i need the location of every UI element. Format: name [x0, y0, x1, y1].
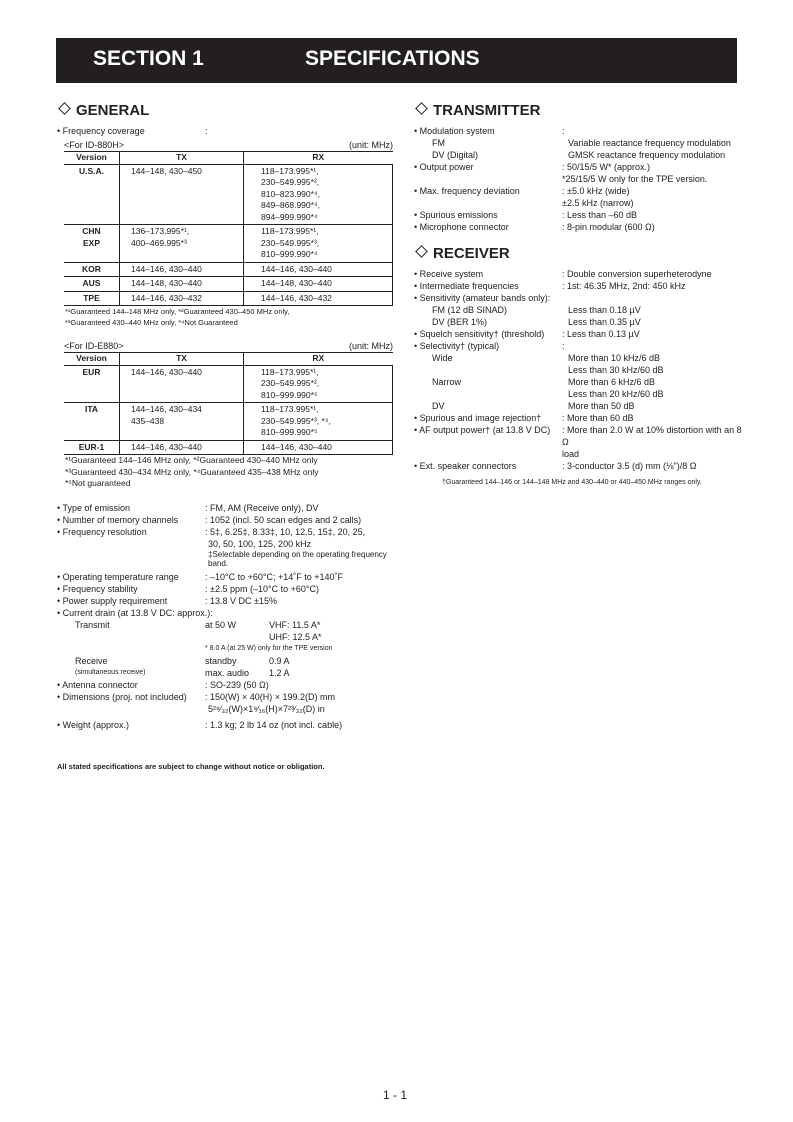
spec-value: : 1st: 46.35 MHz, 2nd: 450 kHz — [562, 281, 686, 291]
spec-label: Wide — [432, 353, 453, 363]
spec-value: More than 10 kHz/6 dB — [568, 353, 661, 363]
spec-row — [414, 316, 744, 328]
tx-cell: 144–146, 430–434 435–438 — [120, 403, 244, 441]
spec-value: Less than 20 kHz/60 dB — [568, 389, 664, 399]
spec-row — [414, 304, 744, 316]
general-heading: GENERAL — [57, 102, 397, 120]
resolution-value-cont: 30, 50, 100, 125, 200 kHz — [208, 538, 312, 549]
table-row — [64, 403, 393, 441]
table1-for-label: <For ID-880H> — [64, 140, 125, 150]
spec-label: • Spurious and image rejection† — [414, 413, 542, 423]
maxaudio-label: max. audio — [205, 667, 250, 678]
emission-value: : FM, AM (Receive only), DV — [205, 502, 319, 513]
spec-row — [414, 125, 744, 137]
spec-value: : 8-pin modular (600 Ω) — [562, 222, 655, 232]
transmit-vhf: VHF: 11.5 A* — [269, 619, 321, 630]
version-cell: EUR — [64, 365, 120, 403]
receive-label: Receive — [75, 655, 108, 666]
col-header-version: Version — [64, 353, 120, 366]
spec-value: : 50/15/5 W* (approx.) — [562, 162, 651, 172]
spec-value: *25/15/5 W only for the TPE version. — [562, 174, 708, 184]
col-header-rx: RX — [244, 152, 393, 165]
freq-coverage-label: • Frequency coverage — [57, 126, 145, 136]
freq-coverage-sep: : — [205, 126, 208, 136]
spec-label: • Squelch sensitivity† (threshold) — [414, 329, 545, 339]
spec-label: • Selectivity† (typical) — [414, 341, 500, 351]
receiver-specs — [414, 268, 744, 472]
table2-note: *³Guaranteed 430–434 MHz only, *⁴Guaranteed 435–438 MHz only — [65, 466, 319, 477]
spec-row — [414, 424, 744, 448]
spec-row — [414, 137, 744, 149]
rx-cell: 144–146, 430–432 — [244, 291, 393, 306]
spec-label — [414, 388, 562, 400]
spec-value: : Less than –60 dB — [562, 210, 638, 220]
tx-cell: 136–173.995*¹, 400–469.995*³ — [120, 225, 244, 263]
power-label: • Power supply requirement — [57, 595, 168, 606]
rx-cell: 118–173.995*¹, 230–549.995*², 810–999.990*⁵ — [244, 365, 393, 403]
table-row — [64, 277, 393, 292]
diamond-icon — [415, 245, 428, 258]
receiver-note: †Guaranteed 144–146 or 144–148 MHz and 430–440 or 440–450 MHz ranges only. — [442, 479, 702, 486]
rx-cell: 118–173.995*¹, 230–549.995*³, *⁴, 810–999.990*⁵ — [244, 403, 393, 441]
dims-label: • Dimensions (proj. not included) — [57, 691, 187, 702]
section-header — [56, 38, 737, 83]
temp-value: : –10°C to +60°C; +14˚F to +140˚F — [205, 571, 344, 582]
temp-label: • Operating temperature range — [57, 571, 179, 582]
spec-label: • Sensitivity (amateur bands only): — [414, 293, 551, 303]
freq-table-id880h — [64, 151, 393, 306]
spec-label: • Receive system — [414, 269, 484, 279]
spec-label — [414, 364, 562, 376]
spec-label: • Ext. speaker connectors — [414, 461, 517, 471]
tx-cell: 144–146, 430–432 — [120, 291, 244, 306]
version-cell: U.S.A. — [64, 164, 120, 225]
table2-for-label: <For ID-E880> — [64, 341, 124, 351]
spec-value: Less than 0.18 µV — [568, 305, 641, 315]
spec-label: FM — [432, 138, 445, 148]
spec-value: : More than 60 dB — [562, 413, 634, 423]
emission-label: • Type of emission — [57, 502, 131, 513]
disclaimer: All stated specifications are subject to change without notice or obligation. — [57, 762, 325, 771]
tx-cell: 144–148, 430–440 — [120, 277, 244, 292]
table-row — [64, 365, 393, 403]
stability-value: : ±2.5 ppm (–10°C to +60°C) — [205, 583, 319, 594]
spec-row — [414, 328, 744, 340]
table1-note: *³Guaranteed 430–440 MHz only, *⁴Not Guaranteed — [65, 318, 238, 327]
spec-label: DV (Digital) — [432, 150, 479, 160]
spec-label: • Output power — [414, 162, 474, 172]
spec-value: : — [562, 341, 565, 351]
spec-label: DV (BER 1%) — [432, 317, 488, 327]
spec-value: : More than 2.0 W at 10% distortion with an 8 Ω — [562, 425, 742, 447]
spec-label: FM (12 dB SINAD) — [432, 305, 508, 315]
spec-row — [414, 209, 744, 221]
receive-sub: (simultaneous receive) — [75, 668, 146, 676]
transmitter-specs — [414, 125, 744, 233]
spec-row — [414, 460, 744, 472]
spec-value: ±2.5 kHz (narrow) — [562, 198, 634, 208]
antenna-value: : SO-239 (50 Ω) — [205, 679, 269, 690]
dims-value-in: 5²⁹⁄₃₂(W)×1⁹⁄₁₆(H)×7²³⁄₃₂(D) in — [208, 703, 325, 714]
spec-row — [414, 149, 744, 161]
spec-row — [414, 185, 744, 197]
col-header-tx: TX — [120, 152, 244, 165]
version-cell: TPE — [64, 291, 120, 306]
spec-label: • AF output power† (at 13.8 V DC) — [414, 425, 551, 435]
version-cell: KOR — [64, 262, 120, 277]
spec-label: • Microphone connector — [414, 222, 509, 232]
spec-value: : — [562, 126, 565, 136]
general-specs — [57, 502, 397, 731]
table1-note: *¹Guaranteed 144–148 MHz only, *²Guaranteed 430–450 MHz only, — [65, 307, 290, 316]
stability-label: • Frequency stability — [57, 583, 138, 594]
spec-value: More than 50 dB — [568, 401, 635, 411]
rx-cell: 118–173.995*¹, 230–549.995*³, 810–999.990*⁴ — [244, 225, 393, 263]
resolution-note: ‡Selectable depending on the operating frequency band. — [208, 549, 387, 568]
spec-value: Less than 0.35 µV — [568, 317, 641, 327]
table2-notes — [65, 455, 397, 490]
spec-value: : Double conversion superheterodyne — [562, 269, 712, 279]
standby-value: 0.9 A — [269, 655, 290, 666]
section-title: SPECIFICATIONS — [305, 47, 480, 70]
spec-row — [414, 173, 744, 185]
table-row — [64, 225, 393, 263]
tx-cell: 144–148, 430–450 — [120, 164, 244, 225]
table2-note: *⁵Not guaranteed — [65, 478, 131, 488]
rx-cell: 144–146, 430–440 — [244, 262, 393, 277]
spec-value: load — [562, 449, 580, 459]
spec-label: • Modulation system — [414, 126, 495, 136]
general-column — [57, 100, 397, 731]
spec-value: GMSK reactance frequency modulation — [568, 150, 726, 160]
right-column — [414, 100, 744, 489]
spec-row — [414, 221, 744, 233]
memory-value: : 1052 (incl. 50 scan edges and 2 calls) — [205, 514, 362, 525]
table2-note: *¹Guaranteed 144–146 MHz only, *²Guaranteed 430–440 MHz only — [65, 455, 318, 465]
spec-label: • Intermediate frequencies — [414, 281, 519, 291]
spec-row — [414, 340, 744, 352]
transmit-at: at 50 W — [205, 619, 237, 630]
standby-label: standby — [205, 655, 237, 666]
table-row — [64, 291, 393, 306]
transmit-uhf: UHF: 12.5 A* — [269, 631, 322, 642]
transmit-label: Transmit — [75, 619, 110, 630]
tx-cell: 144–146, 430–440 — [120, 365, 244, 403]
version-cell: ITA — [64, 403, 120, 441]
spec-row — [414, 197, 744, 209]
table1-notes — [65, 306, 397, 328]
power-value: : 13.8 V DC ±15% — [205, 595, 277, 606]
rx-cell: 144–146, 430–440 — [244, 440, 393, 455]
col-header-rx: RX — [244, 353, 393, 366]
spec-value: : Less than 0.13 µV — [562, 329, 640, 339]
spec-row — [414, 161, 744, 173]
page-number: 1 - 1 — [383, 1088, 408, 1102]
drain-label: • Current drain (at 13.8 V DC: approx.): — [57, 607, 213, 618]
spec-label: • Spurious emissions — [414, 210, 498, 220]
table2-unit: (unit: MHz) — [348, 341, 393, 351]
col-header-tx: TX — [120, 353, 244, 366]
weight-label: • Weight (approx.) — [57, 719, 130, 730]
version-cell: CHN EXP — [64, 225, 120, 263]
section-number: SECTION 1 — [93, 47, 204, 70]
table-row — [64, 440, 393, 455]
spec-row — [414, 292, 744, 304]
spec-row — [414, 400, 744, 412]
spec-label — [414, 448, 562, 460]
spec-label — [414, 197, 562, 209]
spec-label: • Max. frequency deviation — [414, 186, 520, 196]
table1-caption — [64, 139, 393, 151]
spec-row — [414, 388, 744, 400]
spec-row — [414, 352, 744, 364]
spec-row — [414, 280, 744, 292]
table-row — [64, 262, 393, 277]
weight-value: : 1.3 kg; 2 lb 14 oz (not incl. cable) — [205, 719, 343, 730]
memory-label: • Number of memory channels — [57, 514, 179, 525]
receiver-heading: RECEIVER — [414, 245, 744, 263]
spec-row — [414, 364, 744, 376]
spec-label: Narrow — [432, 377, 462, 387]
rx-cell: 118–173.995*¹, 230–549.995*², 810–823.990*⁴, 849–868.990*⁴, 894–999.990*⁴ — [244, 164, 393, 225]
version-cell: EUR-1 — [64, 440, 120, 455]
rx-cell: 144–148, 430–440 — [244, 277, 393, 292]
tx-cell: 144–146, 430–440 — [120, 440, 244, 455]
table-row — [64, 164, 393, 225]
spec-label: DV — [432, 401, 445, 411]
spec-value: : ±5.0 kHz (wide) — [562, 186, 630, 196]
maxaudio-value: 1.2 A — [269, 667, 290, 678]
spec-value: Less than 30 kHz/60 dB — [568, 365, 664, 375]
resolution-label: • Frequency resolution — [57, 526, 147, 537]
spec-row — [414, 376, 744, 388]
diamond-icon — [58, 102, 71, 115]
spec-label — [414, 173, 562, 185]
diamond-icon — [415, 102, 428, 115]
antenna-label: • Antenna connector — [57, 679, 138, 690]
col-header-version: Version — [64, 152, 120, 165]
tx-cell: 144–146, 430–440 — [120, 262, 244, 277]
table2-caption — [64, 340, 393, 352]
spec-row — [414, 448, 744, 460]
version-cell: AUS — [64, 277, 120, 292]
freq-coverage-row — [57, 125, 397, 137]
spec-value: More than 6 kHz/6 dB — [568, 377, 656, 387]
freq-table-ide880 — [64, 352, 393, 455]
resolution-value: : 5‡, 6.25‡, 8.33‡, 10, 12.5, 15‡, 20, 25, — [205, 526, 366, 537]
table1-unit: (unit: MHz) — [348, 140, 393, 150]
spec-row — [414, 412, 744, 424]
spec-row — [414, 268, 744, 280]
dims-value: : 150(W) × 40(H) × 199.2(D) mm — [205, 691, 336, 702]
transmit-note: * 8.0 A (at 25 W) only for the TPE version — [205, 644, 333, 652]
transmitter-heading: TRANSMITTER — [414, 102, 744, 120]
spec-value: Variable reactance frequency modulation — [568, 138, 731, 148]
spec-value: : 3-conductor 3.5 (d) mm (⅛")/8 Ω — [562, 461, 697, 471]
